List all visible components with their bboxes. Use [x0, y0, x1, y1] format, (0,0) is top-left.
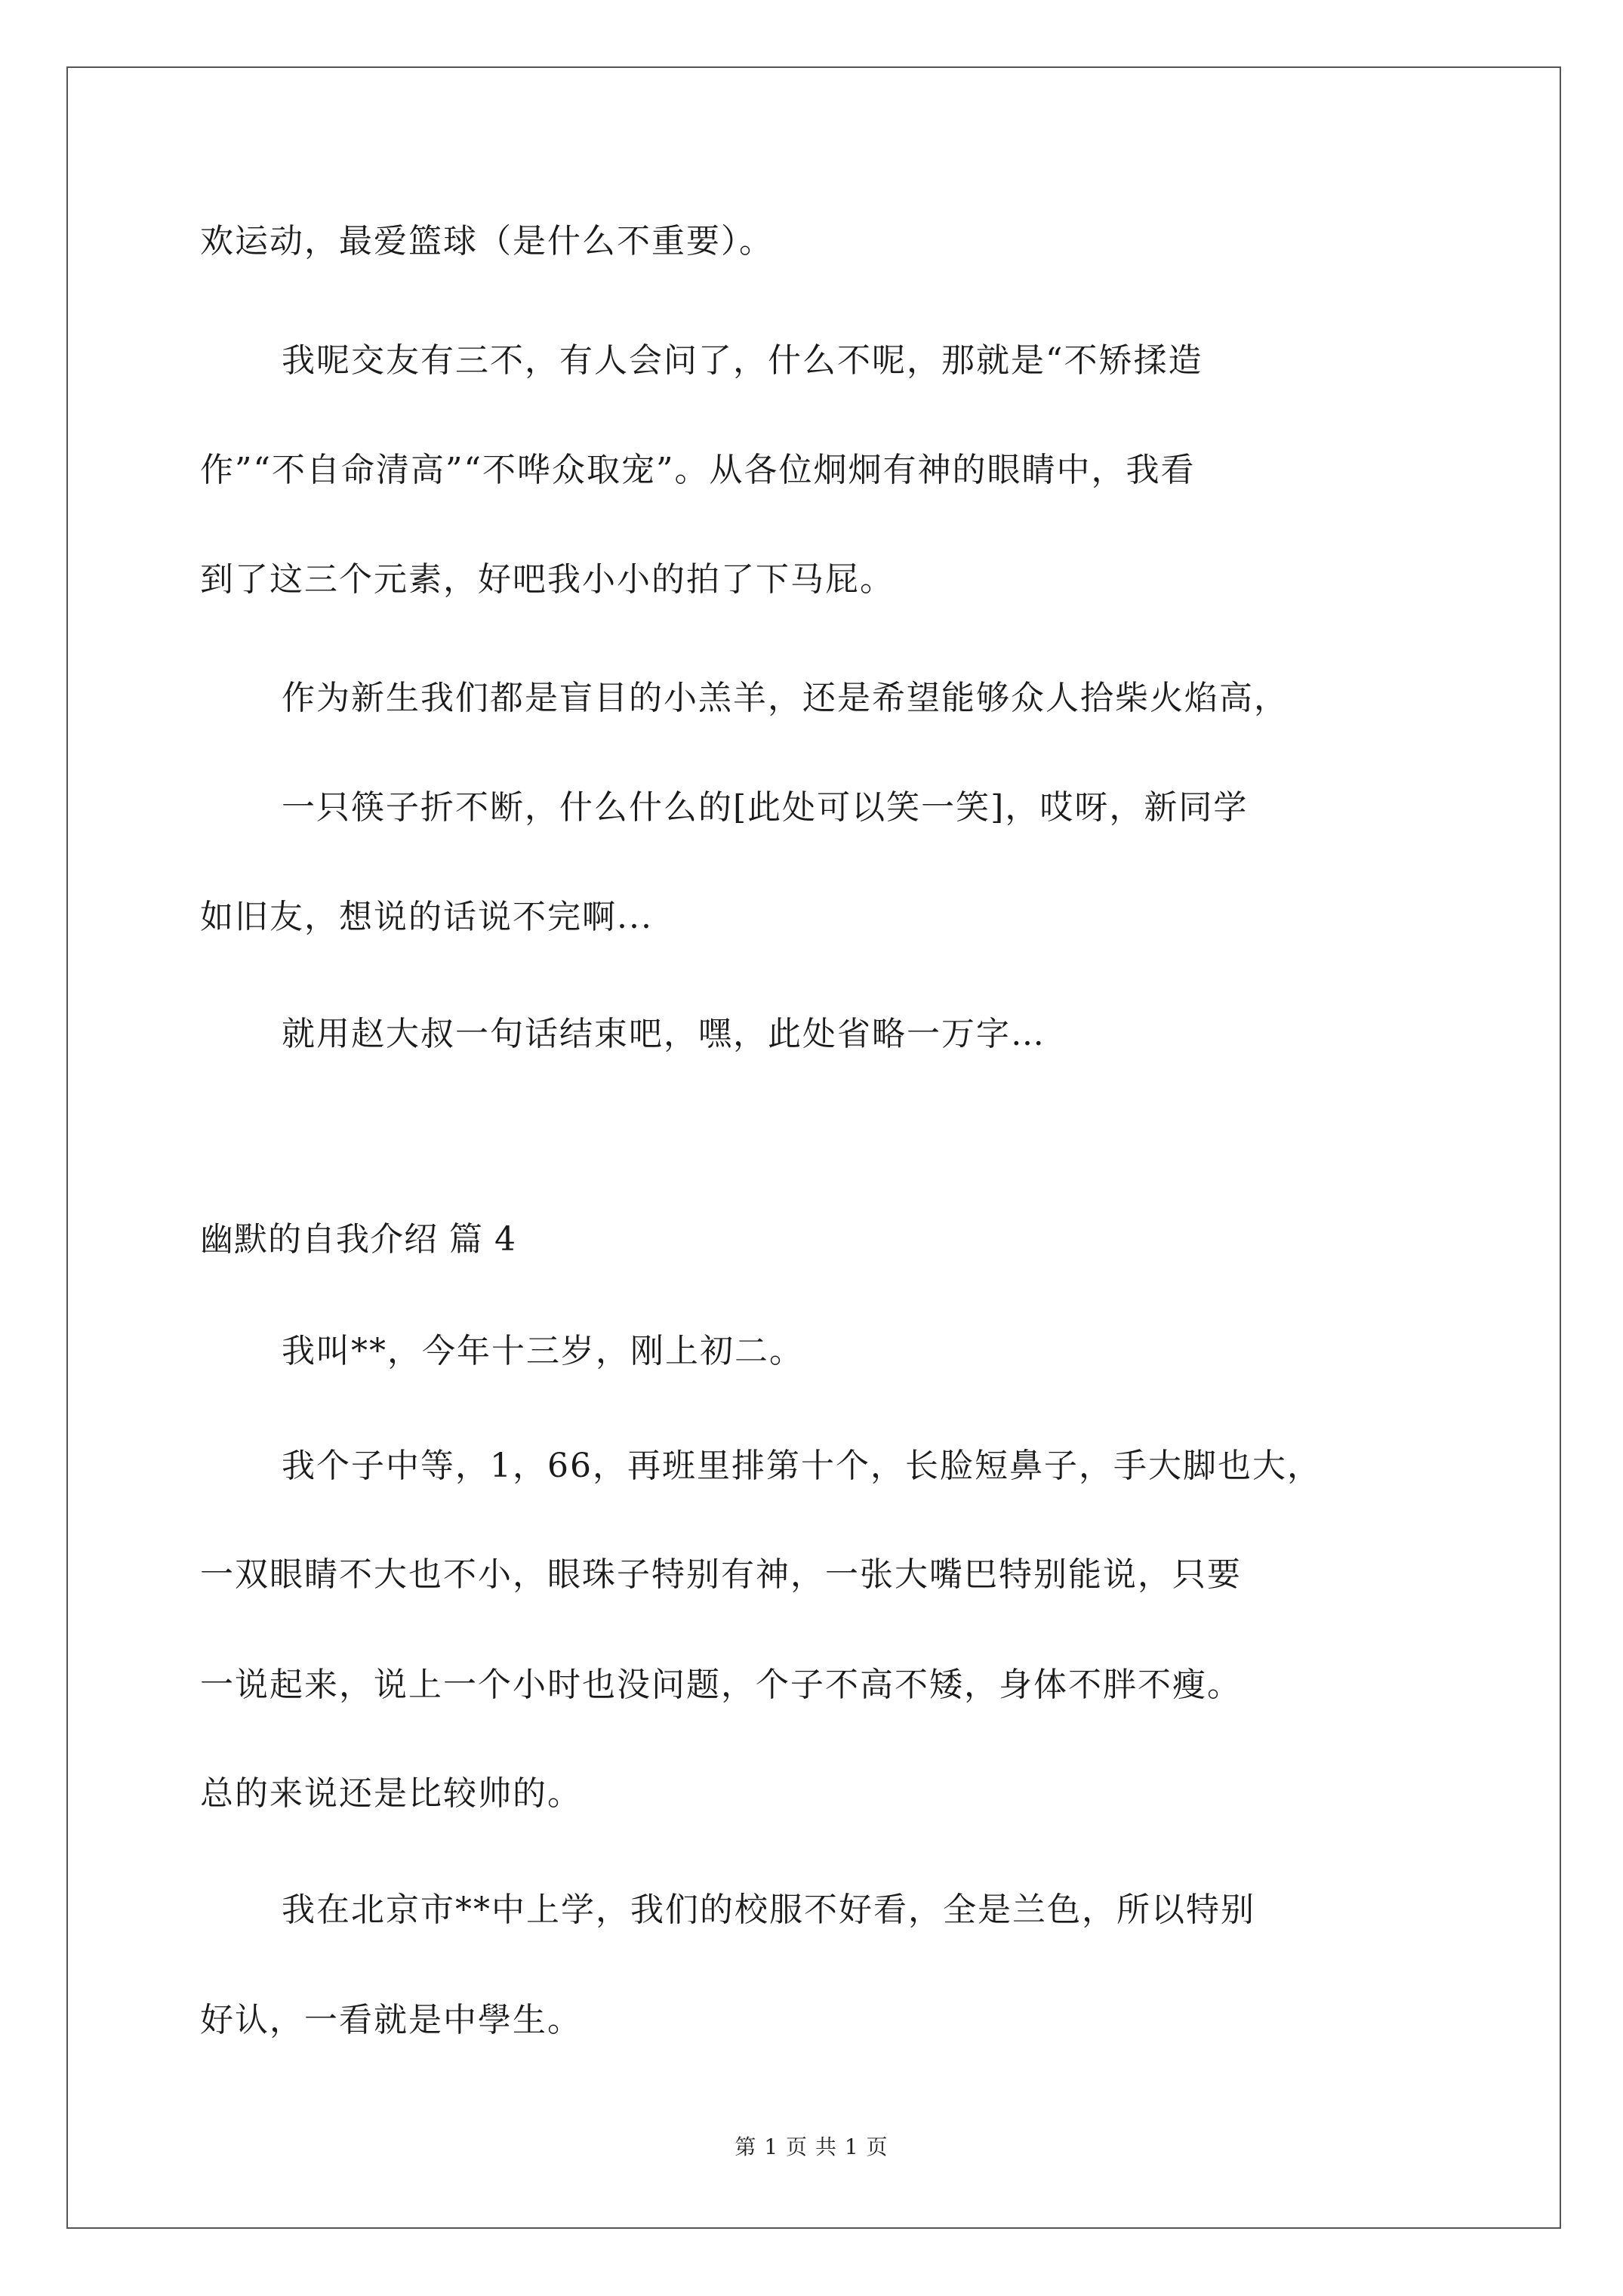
paragraph-line: 作”“不自命清高”“不哗众取宠”。从各位炯炯有神的眼睛中，我看: [200, 451, 1196, 489]
paragraph-line: 一说起来，说上一个小时也没问题，个子不高不矮，身体不胖不瘦。: [200, 1666, 1242, 1704]
paragraph-line: 我叫**，今年十三岁，刚上初二。: [282, 1332, 804, 1370]
paragraph-line: 我个子中等，1，66，再班里排第十个，长脸短鼻子，手大脚也大，: [282, 1447, 1322, 1485]
paragraph-line: 一双眼睛不大也不小，眼珠子特别有神，一张大嘴巴特别能说，只要: [200, 1555, 1242, 1594]
paragraph-line: 我呢交友有三不，有人会问了，什么不呢，那就是“不矫揉造: [282, 341, 1203, 380]
page-number-footer: 第 1 页 共 1 页: [735, 2134, 888, 2159]
paragraph-line: 一只筷子折不断，什么什么的[此处可以笑一笑]，哎呀，新同学: [282, 788, 1249, 827]
paragraph-line: 好认，一看就是中學生。: [200, 2001, 582, 2039]
paragraph-line: 总的来说还是比较帅的。: [200, 1774, 582, 1813]
paragraph-line: 就用赵大叔一句话结束吧，嘿，此处省略一万字…: [282, 1015, 1046, 1053]
paragraph-line: 我在北京市**中上学，我们的校服不好看，全是兰色，所以特别: [282, 1891, 1255, 1929]
paragraph-line: 作为新生我们都是盲目的小羔羊，还是希望能够众人拾柴火焰高，: [282, 679, 1289, 717]
paragraph-line: 如旧友，想说的话说不完啊...: [200, 898, 653, 936]
paragraph-line: 欢运动，最爱篮球（是什么不重要）。: [200, 222, 774, 260]
paragraph-line: 到了这三个元素，好吧我小小的拍了下马屁。: [200, 560, 895, 599]
section-heading: 幽默的自我介绍 篇 4: [200, 1220, 516, 1259]
